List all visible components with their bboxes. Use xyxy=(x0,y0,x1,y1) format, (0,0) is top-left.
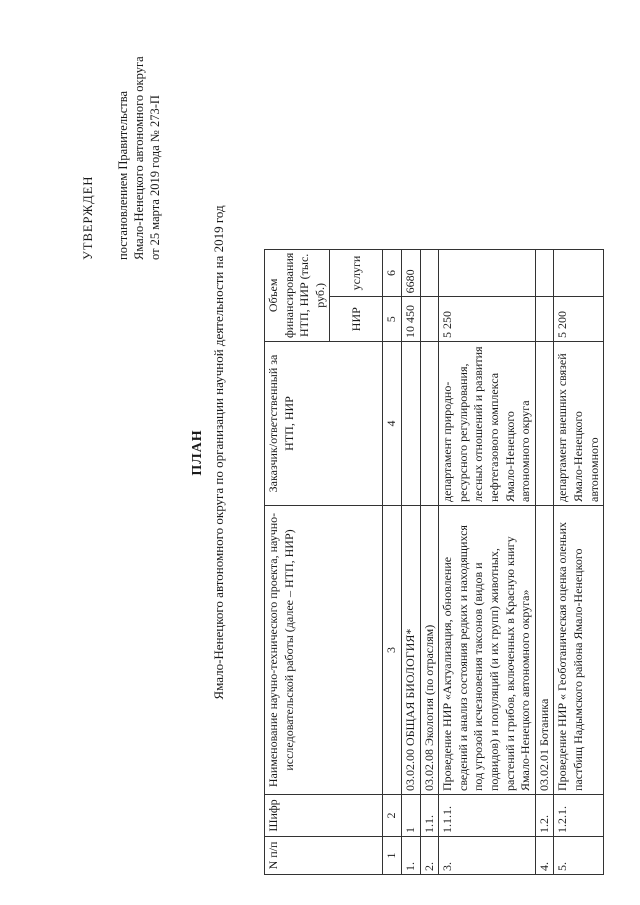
row-nir xyxy=(535,297,554,342)
row-services xyxy=(439,249,536,297)
table-row xyxy=(401,249,420,874)
row-services xyxy=(554,249,604,297)
colnum-3: 3 xyxy=(383,506,402,795)
row-num: 4. xyxy=(535,837,554,875)
plan-table xyxy=(264,249,604,875)
row-customer: департамент внешних связей Ямало-Ненецкого автономного xyxy=(554,342,604,506)
row-customer: департамент природно-ресурсного регулирования, лесных отношений и развития нефтегазового комплекса Ямало-Ненецкого автономного округа xyxy=(439,342,536,506)
row-num: 3. xyxy=(439,837,536,875)
colnum-6: 6 xyxy=(383,249,402,297)
row-name: Проведение НИР «Актуализация, обновление сведений и анализ состояния редких и находящихся под угрозой исчезновения таксонов (видов и подвидов) и популяций (и их групп) животных, растений и грибов, включенных в Красную книгу Ямало-Ненецкого автономного округа» xyxy=(439,506,536,795)
row-services: 6680 xyxy=(401,249,420,297)
header-name: Наименование научно-технического проекта, научно-исследовательской работы (далее – НТП, НИР) xyxy=(265,506,383,795)
row-name: 03.02.08 Экология (по отраслям) xyxy=(420,506,439,795)
row-nir: 10 450 xyxy=(401,297,420,342)
row-code: 1.1. xyxy=(420,795,439,837)
approval-line-2: Ямало-Ненецкого автономного округа xyxy=(132,56,146,260)
table-row xyxy=(420,249,439,874)
row-nir xyxy=(420,297,439,342)
row-code: 1.2.1. xyxy=(554,795,604,837)
row-nir: 5 200 xyxy=(554,297,604,342)
approval-stamp: УТВЕРЖДЕН xyxy=(81,175,95,260)
approval-line-3: от 25 марта 2019 года № 273-П xyxy=(148,95,162,260)
approval-decree xyxy=(115,20,163,260)
row-code: 1 xyxy=(401,795,420,837)
row-num: 1. xyxy=(401,837,420,875)
row-num: 5. xyxy=(554,837,604,875)
row-num: 2. xyxy=(420,837,439,875)
header-services: услуги xyxy=(330,249,383,297)
table-header-row xyxy=(265,249,330,874)
row-customer xyxy=(420,342,439,506)
colnum-2: 2 xyxy=(383,795,402,837)
header-num: N п/п xyxy=(265,837,383,875)
row-code: 1.2. xyxy=(535,795,554,837)
colnum-4: 4 xyxy=(383,342,402,506)
header-nir: НИР xyxy=(330,297,383,342)
row-code: 1.1.1. xyxy=(439,795,536,837)
row-services xyxy=(535,249,554,297)
row-name: 03.02.01 Ботаника xyxy=(535,506,554,795)
table-row xyxy=(439,249,536,874)
column-number-row xyxy=(383,249,402,874)
row-customer xyxy=(535,342,554,506)
plan-title: ПЛАН xyxy=(190,429,205,476)
row-name: Проведение НИР « Геоботаническая оценка оленьих пастбищ Надымского района Ямало-Ненецкого xyxy=(554,506,604,795)
header-funding: Объем финансирования НТП, НИР (тыс. руб.) xyxy=(265,249,330,341)
row-nir: 5 250 xyxy=(439,297,536,342)
approval-line-1: постановлением Правительства xyxy=(116,90,130,260)
row-services xyxy=(420,249,439,297)
row-name: 03.02.00 ОБЩАЯ БИОЛОГИЯ* xyxy=(401,506,420,795)
colnum-1: 1 xyxy=(383,837,402,875)
header-customer: Заказчик/ответственный за НТП, НИР xyxy=(265,342,383,506)
plan-subtitle: Ямало-Ненецкого автономного округа по организации научной деятельности на 2019 год xyxy=(211,205,226,700)
table-row xyxy=(554,249,604,874)
header-code: Шифр xyxy=(265,795,383,837)
row-customer xyxy=(401,342,420,506)
table-row xyxy=(535,249,554,874)
colnum-5: 5 xyxy=(383,297,402,342)
